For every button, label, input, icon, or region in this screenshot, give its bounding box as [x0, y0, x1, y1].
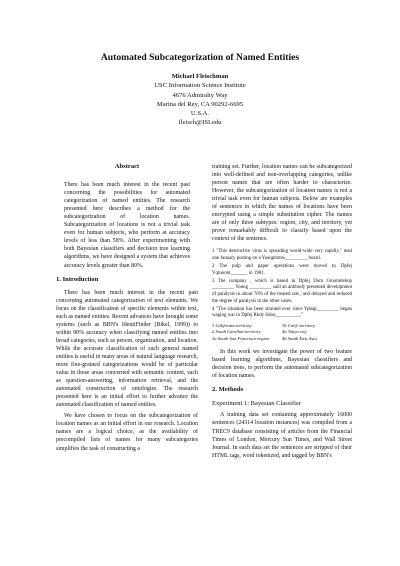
- author-institution: USC Information Science Institute: [154, 82, 246, 90]
- abstract-heading: Abstract: [114, 163, 140, 170]
- example-sentence: 3 The company , which is based in Dpfej Dom Gtoomdehop _________ Young _________ said an antibody presented development of paralysis in about 70% of the treated rats , and delayed and reduced the degree of paralysis in the other cases.: [212, 278, 352, 304]
- answer-item: 4a Tokyo-city: [282, 329, 307, 335]
- methods-paragraph: A training data set containing approximately 16000 sentences (24314 location instances) was compiled from a TREC9 database consisting of articles from the Financial Times of London, Mercury Sun Times, and Wall Street Journal. In each data set the sentences are stripped of their HTML tags, word tokenized, and tagged by BBN's: [212, 412, 352, 459]
- answer-item: 3b Calif.-territory: [282, 322, 316, 328]
- left-column: [56, 163, 198, 456]
- right-column: [212, 163, 352, 463]
- author-street: 4676 Admiralty Way: [172, 91, 228, 99]
- answer-key: [212, 323, 352, 342]
- author-name: Michael Fleischman: [171, 73, 229, 80]
- author-country: U.S.A.: [190, 110, 210, 118]
- author-city: Marina del Rey, CA 90292-6695: [156, 100, 244, 108]
- experiment-1-heading: Experiment 1: Bayesian Classifier: [212, 400, 301, 408]
- intro-paragraph-1: There has been much interest in the recent past concerning automated categorization of text elements. We focus on the classification of specific elements within text, such as named entities. Recent advances have brought some systems (such as BBN's IdentiFinder (Bikel, 1999)) to within 90% accuracy when classifying named entities into broad categories, such as person, organization, and location. While the accurate classification of such general named entities is useful in many areas of natural language research, more fine-grained categorizations would be of particular value in those areas concerned with semantic content, such as question-answering, information retrieval, and the automated construction of ontologies. The research presented here is an initial effort to further advance the automated classification of named entities.: [56, 289, 198, 409]
- intro-paragraph-3: training set. Further, location names can be subcategorized into well-defined and non-overlapping categories, unlike person names that are often harder to characterize. However, the subcategorization of location names is not a trivial task even for human subjects. Below are examples of sentences in which the names of locations have been encrypted using a simple substitution cipher. The names are of only three subtypes: region, city, and territory, yet prove remarkably difficult to classify based upon the context of the sentence.: [212, 164, 352, 243]
- intro-paragraph-4: In this work we investigate the power of two feature based learning algorithms, Bayesian classifiers and decision trees, to perform the automated subcategorization of location names.: [212, 349, 352, 380]
- methods-heading: 2. Methods: [212, 386, 244, 394]
- intro-paragraph-2: We have chosen to focus on the subcategorization of location names as an initial effort in our research. Location names are a logical choice, as the availability of precompiled lists of names for many subcategories simplifies the task of constructing a: [56, 413, 198, 452]
- example-sentence: 1 "This destructive virus is spreading world-wide very rapidly," read one January posting on a Yuaqpmmw_________ board.: [212, 249, 352, 262]
- answer-item: 2 South Carolina-territory: [212, 329, 261, 335]
- author-block: [0, 72, 400, 128]
- intro-heading: 1. Introduction: [56, 275, 99, 283]
- paper-title: Automated Subcategorization of Named Entities: [100, 52, 300, 63]
- answer-item: 4b South East Asia: [282, 335, 317, 341]
- example-sentence: 4 "The situation has been strained ever since Ypbap_________ began waging war in Dpfej Rkdy Sdoo__________.": [212, 306, 352, 319]
- author-email: fleisch@ISI.edu: [178, 119, 222, 127]
- answer-item: 1 California-territory: [212, 322, 252, 328]
- example-sentence: 2 The pulp and paper operations were moved to Dpfej Vqtuoom_______ in 1981.: [212, 264, 352, 276]
- example-sentences: [212, 249, 352, 319]
- abstract-text: There has been much interest in the recent past concerning the possibilities for automated categorization of named entities. The research presented here describes a method for the subcategorization of location names. Subcategorization of locations is not a trivial task even for human subjects, who perform at accuracy levels of less than 58%. After experimenting with both Bayesian classifiers and decision tree learning algorithms, we have designed a system that achieves accuracy levels greater than 80%.: [64, 182, 190, 269]
- answer-item: 3a South San Francisco-region: [212, 335, 270, 341]
